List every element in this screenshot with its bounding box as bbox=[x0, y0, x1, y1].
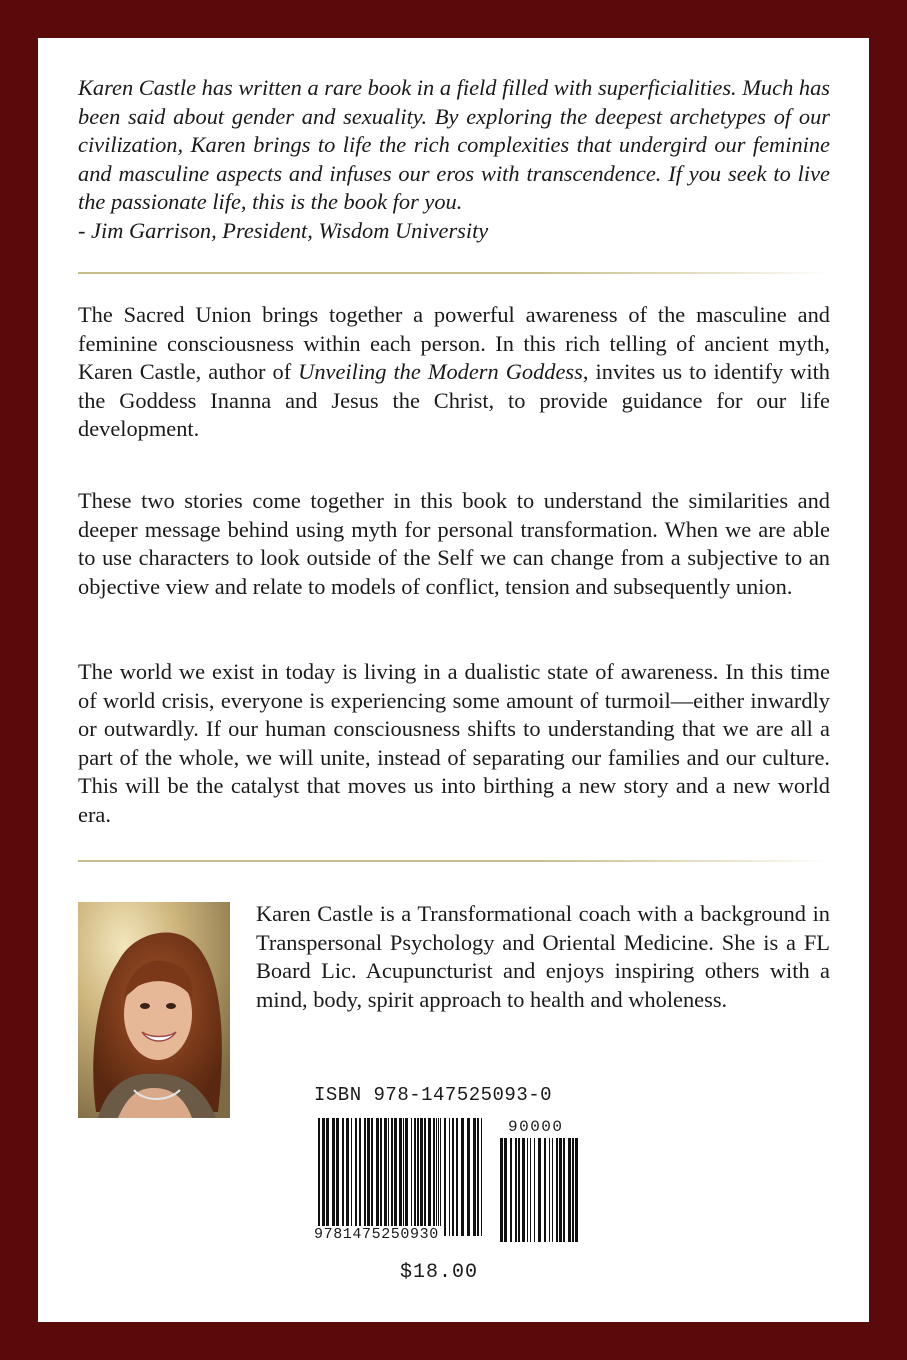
barcode-bar bbox=[367, 1118, 370, 1236]
barcode-bar bbox=[414, 1118, 416, 1236]
barcode-bar bbox=[364, 1118, 366, 1236]
barcode-bar bbox=[346, 1118, 349, 1236]
barcode-bar bbox=[444, 1118, 446, 1236]
barcode-bar bbox=[568, 1138, 571, 1242]
description-paragraph-2: These two stories come together in this book to understand the similarities and deeper message behind using myth for personal transformation. When we are able to use characters to look outside of the Self we can change from a subjective to an objective view and relate to models of conflict, tension and subsequently union. bbox=[78, 488, 830, 599]
back-cover bbox=[38, 38, 869, 1322]
barcode-bar bbox=[559, 1138, 562, 1242]
barcode-bar bbox=[461, 1118, 464, 1236]
isbn-label: ISBN 978-147525093-0 bbox=[314, 1084, 553, 1106]
description-paragraph-1 bbox=[78, 301, 830, 444]
barcode-bar bbox=[376, 1118, 379, 1236]
barcode-bar bbox=[504, 1138, 507, 1242]
quote-text: Karen Castle has written a rare book in a field filled with superficialities. Much has been said about gender and sexuality. By exploring the deepest archetypes of our civilization, Karen brings to life the rich complexities that undergird our feminine and masculine aspects and infuses our eros with transcendence. If you seek to live the passionate life, this is the book for you. bbox=[78, 75, 830, 214]
barcode-bar bbox=[332, 1118, 335, 1236]
ean-barcode bbox=[318, 1118, 482, 1236]
barcode-bar bbox=[518, 1138, 520, 1242]
barcode-bar bbox=[481, 1118, 482, 1236]
barcode-bar bbox=[405, 1118, 408, 1236]
barcode-bar bbox=[417, 1118, 419, 1236]
barcode-bar bbox=[384, 1118, 387, 1236]
barcode-bar bbox=[522, 1138, 525, 1242]
barcode-bar bbox=[527, 1138, 528, 1242]
barcode-bar bbox=[371, 1118, 373, 1236]
barcode-bar bbox=[510, 1138, 512, 1242]
barcode-bar bbox=[556, 1138, 558, 1242]
barcode-bar bbox=[336, 1118, 339, 1236]
author-portrait-icon bbox=[78, 902, 230, 1118]
barcode-bar bbox=[436, 1118, 437, 1236]
barcode-bar bbox=[449, 1118, 450, 1236]
barcode-bar bbox=[380, 1118, 382, 1236]
barcode-bar bbox=[530, 1138, 531, 1242]
price-addon-digits: 90000 bbox=[508, 1118, 564, 1136]
author-bio: Karen Castle is a Transformational coach with a background in Transpersonal Psychology and Oriental Medicine. She is a FL Board Lic. Acupuncturist and enjoys inspiring others with a mind, body, spirit approach to health and wholeness. bbox=[256, 901, 830, 1012]
endorsement-quote bbox=[78, 74, 830, 245]
barcode-bar bbox=[388, 1118, 389, 1236]
barcode-bar bbox=[359, 1118, 361, 1236]
barcode-bar bbox=[572, 1138, 574, 1242]
barcode-bar bbox=[394, 1118, 397, 1236]
barcode-bar bbox=[473, 1118, 476, 1236]
barcode-bar bbox=[342, 1118, 344, 1236]
barcode-bar bbox=[534, 1138, 535, 1242]
barcode-bar bbox=[351, 1118, 352, 1236]
barcode-bar bbox=[322, 1118, 325, 1236]
price-label: $18.00 bbox=[400, 1261, 479, 1284]
barcode-bar bbox=[428, 1118, 431, 1236]
barcode-bar bbox=[420, 1118, 423, 1236]
barcode-bar bbox=[467, 1118, 470, 1236]
barcode-bar bbox=[424, 1118, 426, 1236]
barcode-bar bbox=[563, 1138, 565, 1242]
divider-top bbox=[78, 272, 830, 274]
barcode-bar bbox=[456, 1118, 458, 1236]
barcode-bar bbox=[575, 1138, 578, 1242]
p1-text-before: The Sacred Union brings together a powerful awareness of the masculine and feminine consciousness within each person. In this rich telling of ancient myth, Karen Castle, author of bbox=[78, 302, 830, 385]
barcode-bar bbox=[477, 1118, 479, 1236]
barcode-bar bbox=[544, 1138, 546, 1242]
barcode-bar bbox=[515, 1138, 517, 1242]
barcode-bar bbox=[355, 1118, 357, 1236]
barcode-bar bbox=[403, 1118, 404, 1236]
quote-attribution: - Jim Garrison, President, Wisdom University bbox=[78, 217, 489, 243]
barcode-bar bbox=[549, 1138, 550, 1242]
barcode-bar bbox=[399, 1118, 402, 1236]
barcode-bar bbox=[452, 1118, 454, 1236]
book-title-reference: Unveiling the Modern Goddess bbox=[298, 359, 583, 385]
barcode-bar bbox=[318, 1118, 320, 1236]
barcode-bar bbox=[438, 1118, 439, 1236]
barcode-bar bbox=[391, 1118, 393, 1236]
barcode-bar bbox=[326, 1118, 329, 1236]
barcode-bar bbox=[552, 1138, 553, 1242]
ean-digits: 9781475250930 bbox=[314, 1226, 439, 1243]
divider-bottom bbox=[78, 860, 830, 862]
barcode-bar bbox=[500, 1138, 503, 1242]
description-paragraph-3: The world we exist in today is living in a dualistic state of awareness. In this time of world crisis, everyone is experiencing some amount of turmoil—either inwardly or outwardly. If our human consciousness shifts to understanding that we are all a part of the whole, we will unite, instead of separating our families and our culture. This will be the catalyst that moves us into birthing a new story and a new world era. bbox=[78, 659, 830, 827]
barcode-bar bbox=[538, 1138, 541, 1242]
addon-barcode bbox=[500, 1138, 578, 1242]
p1-text-after: , invites us to identify with the Goddess Inanna and Jesus the Christ, to provide guidance for our life development. bbox=[78, 359, 830, 442]
barcode-bar bbox=[411, 1118, 412, 1236]
barcode-bar bbox=[433, 1118, 435, 1236]
author-portrait-svg bbox=[78, 902, 230, 1118]
barcode-bar bbox=[440, 1118, 441, 1236]
